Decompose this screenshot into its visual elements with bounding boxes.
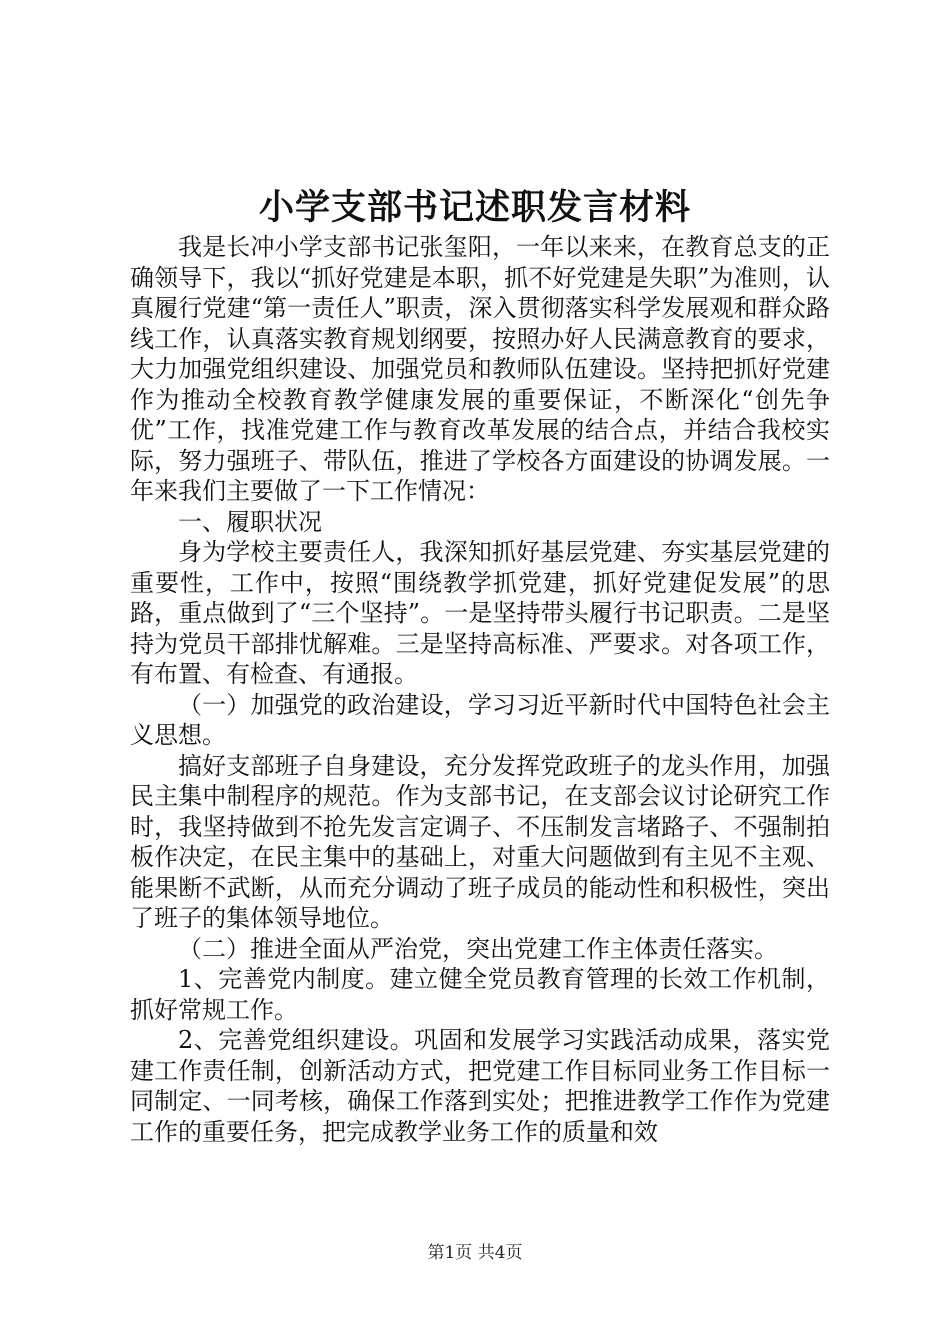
subsection-heading-2: （二）推进全面从严治党，突出党建工作主体责任落实。 — [178, 934, 778, 963]
document-body — [130, 232, 830, 1147]
paragraph-intro: 我是长冲小学支部书记张玺阳，一年以来来，在教育总支的正确领导下，我以“抓好党建是本职，抓不好党建是失职”为准则，认真履行党建“第一责任人”职责，深入贯彻落实科学发展观和群众路线工作，认真落实教育规划纲要，按照办好人民满意教育的要求，大力加强党组织建设、加强党员和教师队伍建设。坚持把抓好党建作为推动全校教育教学健康发展的重要保证，不断深化“创先争优”工作，找准党建工作与教育改革发展的结合点，并结合我校实际，努力强班子、带队伍，推进了学校各方面建设的协调发展。一年来我们主要做了一下工作情况： — [130, 233, 830, 505]
section-heading-1: 一、履职状况 — [178, 507, 322, 536]
paragraph-team-building: 搞好支部班子自身建设，充分发挥党政班子的龙头作用，加强民主集中制程序的规范。作为支部书记，在支部会议讨论研究工作时，我坚持做到不抢先发言定调子、不压制发言堵路子、不强制拍板作决定，在民主集中的基础上，对重大问题做到有主见不主观、能果断不武断，从而充分调动了班子成员的能动性和积极性，突出了班子的集体领导地位。 — [130, 751, 830, 932]
page-footer: 第1页 共4页 — [427, 1243, 523, 1263]
list-item-1: 1、完善党内制度。建立健全党员教育管理的长效工作机制，抓好常规工作。 — [130, 965, 830, 1024]
subsection-heading-1: （一）加强党的政治建设，学习习近平新时代中国特色社会主义思想。 — [130, 690, 830, 749]
paragraph-duty: 身为学校主要责任人，我深知抓好基层党建、夯实基层党建的重要性，工作中，按照“围绕教学抓党建，抓好党建促发展”的思路，重点做到了“三个坚持”。一是坚持带头履行书记职责。二是坚持为党员干部排忧解难。三是坚持高标准、严要求。对各项工作，有布置、有检查、有通报。 — [130, 538, 830, 688]
list-item-2: 2、完善党组织建设。巩固和发展学习实践活动成果，落实党建工作责任制，创新活动方式，把党建工作目标同业务工作目标一同制定、一同考核，确保工作落到实处；把推进教学工作作为党建工作的重要任务，把完成教学业务工作的质量和效 — [130, 1026, 830, 1146]
document-title: 小学支部书记述职发言材料 — [258, 187, 691, 228]
